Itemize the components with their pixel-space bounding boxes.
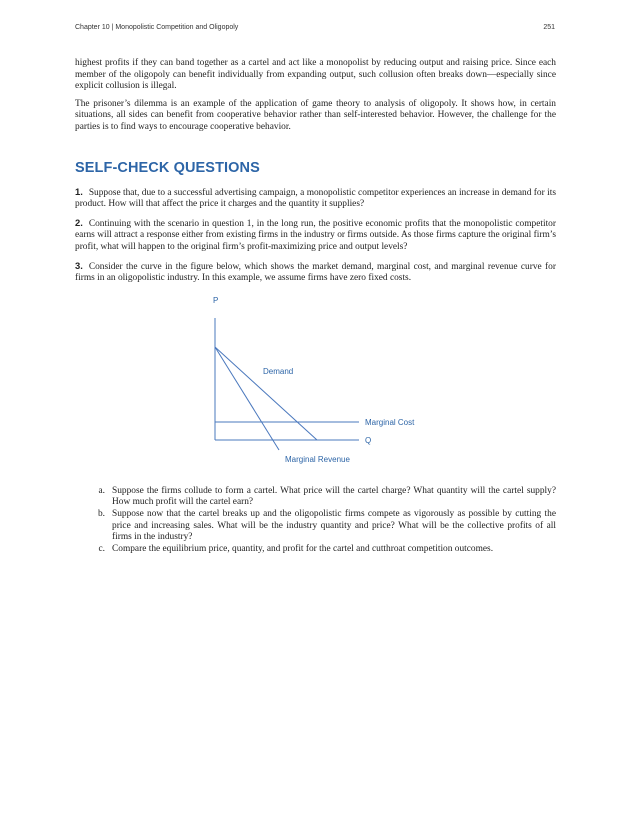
sub-question-marker: c. [98,543,105,554]
question-1 [75,186,556,211]
market-figure [75,291,556,486]
page-header [75,24,555,31]
question-2 [75,217,556,254]
y-axis-label: P [213,295,219,305]
sub-question-text: Suppose the firms collude to form a cartel. What price will the cartel charge? What quantity will the cartel supply? How much profit will the cartel earn? [112,485,556,508]
question-text: Consider the curve in the figure below, which shows the market demand, marginal cost, and marginal revenue curve for firms in an oligopolistic industry. In this example, we assume firms have zero fixed costs. [75,261,556,284]
marginal-cost-label: Marginal Cost [365,417,415,427]
sub-question-marker: a. [98,485,105,496]
sub-question-text: Compare the equilibrium price, quantity, and profit for the cartel and cutthroat competition outcomes. [112,543,494,554]
question-3 [75,260,556,285]
sub-question-a [75,486,556,509]
marginal-revenue-label: Marginal Revenue [285,454,350,464]
question-text: Suppose that, due to a successful advertising campaign, a monopolistic competitor experiences an increase in demand for its product. How will that affect the price it charges and the quantity it supplies? [75,187,556,210]
question-text: Continuing with the scenario in question 1, in the long run, the positive economic profits that the monopolistic competitor earns will attract a response either from existing firms in the industry or firms outside. As those firms capture the original firm’s profit, what will happen to the original firm’s profit-maximizing price and output levels? [75,218,556,252]
marginal-revenue-line [215,347,279,450]
sub-question-list [75,486,556,556]
page-number: 251 [543,24,555,31]
demand-line [215,347,317,440]
sub-question-marker: b. [97,508,105,519]
sub-question-text: Suppose now that the cartel breaks up and the oligopolistic firms compete as vigorously as possible by cutting the price and increasing sales. What will be the industry quantity and price? What will be the collective profits of all firms in the industry? [112,508,556,543]
x-axis-label: Q [365,435,372,445]
question-number: 1. [75,185,83,197]
section-heading: SELF-CHECK QUESTIONS [75,159,260,176]
market-diagram [75,291,556,486]
page-content [75,58,556,555]
sub-question-b [75,509,556,544]
chapter-title: Chapter 10 | Monopolistic Competition and Oligopoly [75,24,239,31]
question-number: 2. [75,216,83,228]
sub-question-c [75,544,556,556]
paragraph-2: The prisoner’s dilemma is an example of the application of game theory to analysis of oligopoly. It shows how, in certain situations, all sides can benefit from cooperative behavior rather than self-interested behavior. However, the challenge for the parties is to find ways to encourage cooperative behavior. [75,98,556,132]
demand-label: Demand [263,366,294,376]
paragraph-1: highest profits if they can band together as a cartel and act like a monopolist by reducing output and raising price. Since each member of the oligopoly can benefit individually from expanding output, such collusion often breaks down—especially since explicit collusion is illegal. [75,58,556,92]
question-number: 3. [75,259,83,271]
